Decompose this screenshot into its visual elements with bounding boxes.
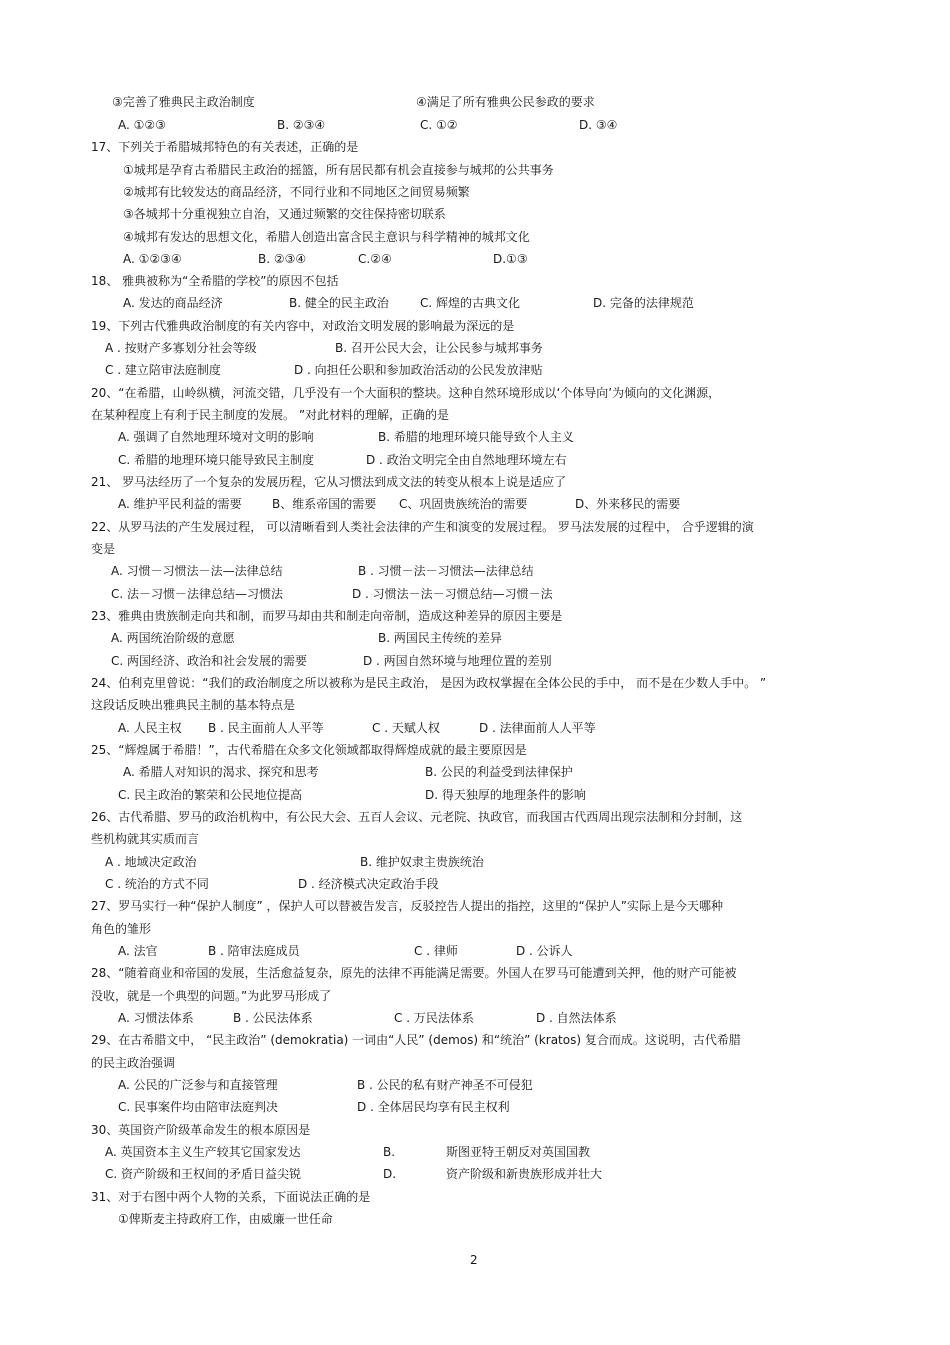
- text-line-10-part-2: B. 健全的民主政治: [289, 296, 389, 310]
- text-line-28-part-1: 这段话反映出雅典民主制的基本特点是: [91, 698, 296, 712]
- text-line-40-part-1: 28、“随着商业和帝国的发展，生活愈益复杂，原先的法律不再能满足需要。外国人在罗马可能遭到关押，他的财产可能被: [91, 966, 737, 980]
- text-line-22-part-2: B . 习惯－法－习惯法—法律总结: [358, 564, 534, 578]
- text-line-29-part-4: D . 法律面前人人平等: [479, 721, 596, 735]
- text-line-13-part-2: D . 向担任公职和参加政治活动的公民发放津贴: [294, 363, 543, 377]
- text-line-46-part-1: C. 民事案件均由陪审法庭判决: [118, 1100, 279, 1114]
- text-line-34-part-1: 些机构就其实质而言: [91, 832, 200, 846]
- text-line-19-part-3: C、巩固贵族统治的需要: [399, 497, 528, 511]
- text-line-11-part-1: 19、下列古代雅典政治制度的有关内容中，对政治文明发展的影响最为深远的是: [91, 319, 515, 333]
- text-line-5-part-1: ②城邦有比较发达的商品经济，不同行业和不同地区之间贸易频繁: [123, 185, 470, 199]
- text-line-20-part-1: 22、从罗马法的产生发展过程， 可以清晰看到人类社会法律的产生和演变的发展过程。 罗马法发展的过程中， 合乎逻辑的演: [91, 520, 754, 534]
- text-line-39-part-3: C . 律师: [414, 944, 458, 958]
- text-line-39-part-4: D . 公诉人: [516, 944, 573, 958]
- text-line-26-part-1: C. 两国经济、政治和社会发展的需要: [111, 654, 308, 668]
- text-line-8-part-4: D.①③: [493, 252, 528, 266]
- text-line-42-part-2: B . 公民法体系: [233, 1011, 313, 1025]
- text-line-35-part-2: B. 维护奴隶主贵族统治: [360, 855, 484, 869]
- text-line-31-part-1: A. 希腊人对知识的渴求、探究和思考: [123, 765, 319, 779]
- text-line-49-part-3: 资产阶级和新贵族形成并壮大: [446, 1167, 603, 1181]
- text-line-21-part-1: 变是: [91, 542, 116, 556]
- text-line-16-part-1: A. 强调了自然地理环境对文明的影响: [118, 430, 314, 444]
- text-line-45-part-1: A. 公民的广泛参与和直接管理: [118, 1078, 278, 1092]
- text-line-37-part-1: 27、罗马实行一种“保护人制度” ，保护人可以替被告发言，反驳控告人提出的指控，这里的“保护人”实际上是今天哪种: [91, 899, 723, 913]
- text-line-25-part-1: A. 两国统治阶级的意愿: [111, 631, 235, 645]
- text-line-19-part-2: B、维系帝国的需要: [272, 497, 377, 511]
- text-line-29-part-3: C . 天赋人权: [372, 721, 440, 735]
- text-line-49-part-2: D.: [383, 1167, 397, 1181]
- text-line-50-part-1: 31、对于右图中两个人物的关系，下面说法正确的是: [91, 1190, 371, 1204]
- text-line-47-part-1: 30、英国资产阶级革命发生的根本原因是: [91, 1123, 311, 1137]
- text-line-42-part-1: A. 习惯法体系: [118, 1011, 194, 1025]
- text-line-35-part-1: A . 地域决定政治: [105, 855, 197, 869]
- text-line-46-part-2: D . 全体居民均享有民主权利: [357, 1100, 510, 1114]
- text-line-36-part-1: C . 统治的方式不同: [105, 877, 209, 891]
- text-line-6-part-1: ③各城邦十分重视独立自治，又通过频繁的交往保持密切联系: [123, 207, 446, 221]
- text-line-44-part-1: 的民主政治强调: [91, 1056, 176, 1070]
- text-line-8-part-1: A. ①②③④: [123, 252, 182, 266]
- text-line-32-part-2: D. 得天独厚的地理条件的影响: [425, 788, 586, 802]
- text-line-30-part-1: 25、“辉煌属于希腊！”，古代希腊在众多文化领域都取得辉煌成就的最主要原因是: [91, 743, 527, 757]
- text-line-29-part-1: A. 人民主权: [118, 721, 182, 735]
- text-line-48-part-2: B.: [383, 1145, 396, 1159]
- text-line-48-part-1: A. 英国资本主义生产较其它国家发达: [105, 1145, 301, 1159]
- text-line-27-part-1: 24、伯利克里曾说：“我们的政治制度之所以被称为是民主政治， 是因为政权掌握在全体公民的手中， 而不是在少数人手中。 ”: [91, 676, 767, 690]
- text-line-29-part-2: B . 民主面前人人平等: [208, 721, 324, 735]
- text-line-38-part-1: 角色的雏形: [91, 922, 152, 936]
- text-line-23-part-1: C. 法－习惯－法律总结—习惯法: [111, 587, 284, 601]
- text-line-41-part-1: 没收，就是一个典型的问题。”为此罗马形成了: [91, 989, 332, 1003]
- text-line-19-part-4: D、外来移民的需要: [575, 497, 681, 511]
- text-line-10-part-4: D. 完备的法律规范: [593, 296, 694, 310]
- text-line-8-part-2: B. ②③④: [258, 252, 307, 266]
- text-line-9-part-1: 18、 雅典被称为“全希腊的学校”的原因不包括: [91, 274, 339, 288]
- text-line-43-part-1: 29、在古希腊文中， “民主政治” (demokratia) 一词由“人民” (demos) 和“统治” (kratos) 复合而成。这说明，古代希腊: [91, 1033, 741, 1047]
- text-line-45-part-2: B . 公民的私有财产神圣不可侵犯: [357, 1078, 533, 1092]
- text-line-51-part-1: ①俾斯麦主持政府工作，由威廉一世任命: [118, 1212, 333, 1226]
- text-line-17-part-2: D . 政治文明完全由自然地理环境左右: [366, 453, 567, 467]
- text-line-26-part-2: D . 两国自然环境与地理位置的差别: [363, 654, 552, 668]
- text-line-17-part-1: C. 希腊的地理环境只能导致民主制度: [118, 453, 315, 467]
- text-line-33-part-1: 26、古代希腊、罗马的政治机构中，有公民大会、五百人会议、元老院、执政官，而我国古代西周出现宗法制和分封制，这: [91, 810, 743, 824]
- text-line-2-part-2: B. ②③④: [277, 118, 326, 132]
- text-line-42-part-4: D . 自然法体系: [536, 1011, 617, 1025]
- text-line-1-part-2: ④满足了所有雅典公民参政的要求: [416, 95, 595, 109]
- text-line-31-part-2: B. 公民的利益受到法律保护: [425, 765, 573, 779]
- text-line-39-part-1: A. 法官: [118, 944, 158, 958]
- text-line-36-part-2: D . 经济模式决定政治手段: [298, 877, 439, 891]
- text-line-2-part-4: D. ③④: [579, 118, 618, 132]
- text-line-4-part-1: ①城邦是孕育古希腊民主政治的摇篮，所有居民都有机会直接参与城邦的公共事务: [123, 163, 554, 177]
- text-line-7-part-1: ④城邦有发达的思想文化，希腊人创造出富含民主意识与科学精神的城邦文化: [123, 230, 530, 244]
- text-line-12-part-2: B. 召开公民大会，让公民参与城邦事务: [335, 341, 543, 355]
- text-line-22-part-1: A. 习惯－习惯法－法—法律总结: [111, 564, 283, 578]
- text-line-14-part-1: 20、“在希腊，山岭纵横，河流交错，几乎没有一个大面积的整块。这种自然环境形成以‘个体导向’为倾向的文化渊源，: [91, 386, 721, 400]
- text-line-42-part-3: C . 万民法体系: [394, 1011, 474, 1025]
- text-line-13-part-1: C . 建立陪审法庭制度: [105, 363, 221, 377]
- text-line-10-part-3: C. 辉煌的古典文化: [420, 296, 521, 310]
- text-line-16-part-2: B. 希腊的地理环境只能导致个人主义: [378, 430, 574, 444]
- text-line-24-part-1: 23、雅典由贵族制走向共和制，而罗马却由共和制走向帝制，造成这种差异的原因主要是: [91, 609, 563, 623]
- text-line-48-part-3: 斯图亚特王朝反对英国国教: [446, 1145, 591, 1159]
- text-line-12-part-1: A . 按财产多寡划分社会等级: [105, 341, 257, 355]
- text-line-3-part-1: 17、下列关于希腊城邦特色的有关表述，正确的是: [91, 140, 359, 154]
- text-line-18-part-1: 21、 罗马法经历了一个复杂的发展历程，它从习惯法到成文法的转变从根本上说是适应了: [91, 475, 567, 489]
- text-line-25-part-2: B. 两国民主传统的差异: [378, 631, 502, 645]
- text-line-19-part-1: A. 维护平民利益的需要: [118, 497, 242, 511]
- text-line-8-part-3: C.②④: [358, 252, 392, 266]
- text-line-39-part-2: B . 陪审法庭成员: [208, 944, 300, 958]
- text-line-32-part-1: C. 民主政治的繁荣和公民地位提高: [118, 788, 303, 802]
- page-number: 2: [470, 1253, 478, 1267]
- text-line-1-part-1: ③完善了雅典民主政治制度: [112, 95, 255, 109]
- text-line-10-part-1: A. 发达的商品经济: [123, 296, 223, 310]
- text-line-2-part-1: A. ①②③: [118, 118, 166, 132]
- text-line-23-part-2: D . 习惯法－法－习惯总结—习惯－法: [352, 587, 553, 601]
- text-line-49-part-1: C. 资产阶级和王权间的矛盾日益尖锐: [105, 1167, 302, 1181]
- text-line-2-part-3: C. ①②: [420, 118, 458, 132]
- text-line-15-part-1: 在某种程度上有利于民主制度的发展。 ”对此材料的理解，正确的是: [91, 408, 450, 422]
